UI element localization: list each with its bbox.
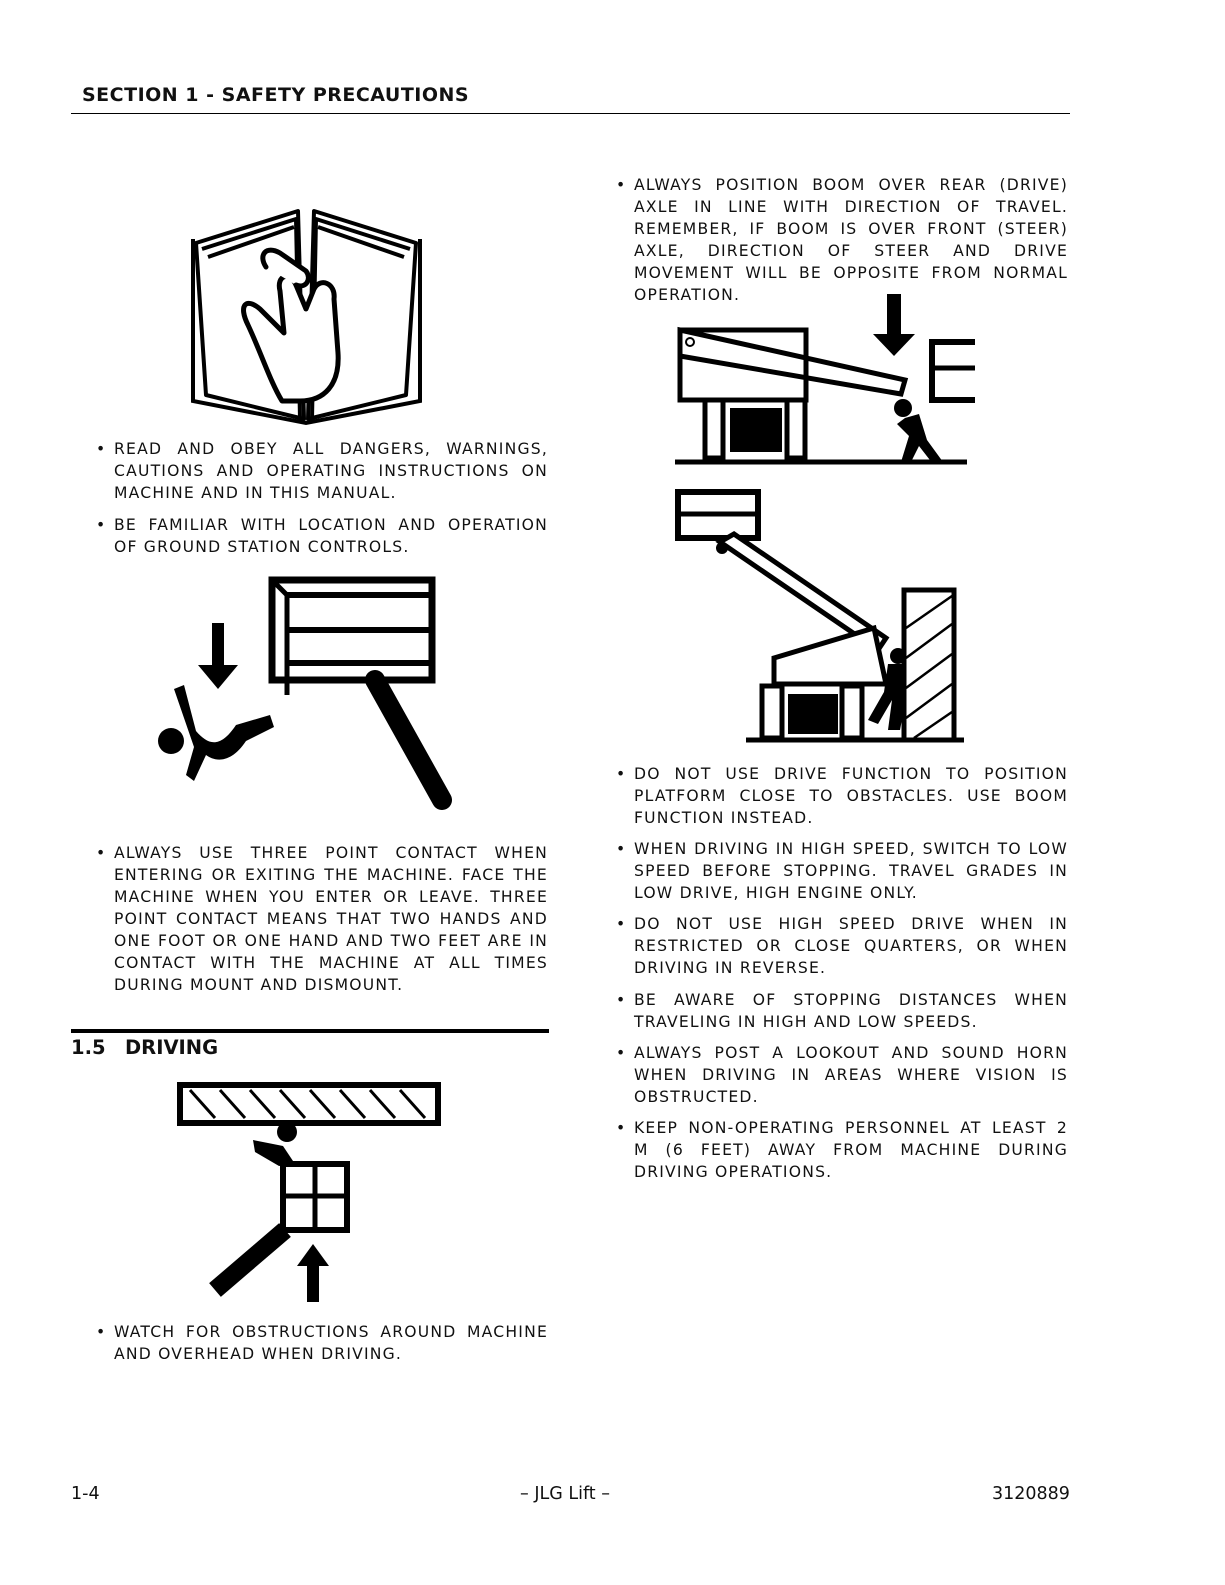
boom-wall-pinch-icon bbox=[674, 488, 964, 748]
bullet-text: READ AND OBEY ALL DANGERS, WARNINGS, CAUTIONS AND OPERATING INSTRUCTIONS ON MACHINE AND IN THIS MANUAL. bbox=[114, 440, 548, 502]
bullet-text: DO NOT USE HIGH SPEED DRIVE WHEN IN RESTRICTED OR CLOSE QUARTERS, OR WHEN DRIVING IN REVERSE. bbox=[634, 915, 1068, 977]
bullet-text: WHEN DRIVING IN HIGH SPEED, SWITCH TO LOW SPEED BEFORE STOPPING. TRAVEL GRADES IN LOW DRIVE, HIGH ENGINE ONLY. bbox=[634, 840, 1068, 902]
bullet-dot: • bbox=[616, 840, 627, 858]
document-number: 3120889 bbox=[992, 1484, 1070, 1504]
bullet-dot: • bbox=[616, 991, 627, 1009]
bullet-read-obey bbox=[96, 438, 548, 504]
bullet-drive-position bbox=[616, 763, 1068, 829]
overhead-obstruction-icon bbox=[175, 1080, 445, 1305]
bullet-watch-obstructions bbox=[96, 1321, 548, 1365]
bullet-ground-controls bbox=[96, 514, 548, 558]
bullet-dot: • bbox=[616, 915, 627, 933]
bullet-dot: • bbox=[616, 176, 627, 194]
page-number: 1-4 bbox=[71, 1484, 100, 1504]
bullet-text: KEEP NON-OPERATING PERSONNEL AT LEAST 2 M (6 FEET) AWAY FROM MACHINE DURING DRIVING OPERATIONS. bbox=[634, 1119, 1068, 1181]
bullet-dot: • bbox=[96, 1323, 107, 1341]
manual-book-hand-icon bbox=[188, 205, 424, 430]
bullet-high-speed bbox=[616, 838, 1068, 904]
bullet-text: BE AWARE OF STOPPING DISTANCES WHEN TRAVELING IN HIGH AND LOW SPEEDS. bbox=[634, 991, 1068, 1031]
bullet-dot: • bbox=[616, 765, 627, 783]
bullet-text: ALWAYS USE THREE POINT CONTACT WHEN ENTERING OR EXITING THE MACHINE. FACE THE MACHINE WHEN YOU ENTER OR LEAVE. THREE POINT CONTACT MEANS THAT TWO HANDS AND ONE FOOT OR ONE HAND AND TWO FEET ARE IN CONTACT WITH THE MACHINE AT ALL TIMES DURING MOUNT AND DISMOUNT. bbox=[114, 844, 548, 994]
bullet-text: ALWAYS POST A LOOKOUT AND SOUND HORN WHEN DRIVING IN AREAS WHERE VISION IS OBSTRUCTED. bbox=[634, 1044, 1068, 1106]
bullet-text: WATCH FOR OBSTRUCTIONS AROUND MACHINE AND OVERHEAD WHEN DRIVING. bbox=[114, 1323, 548, 1363]
footer-brand: – JLG Lift – bbox=[520, 1484, 610, 1504]
header-divider bbox=[71, 113, 1070, 114]
bullet-dot: • bbox=[616, 1044, 627, 1062]
bullet-dot: • bbox=[96, 440, 107, 458]
bullet-three-point-contact bbox=[96, 842, 548, 996]
bullet-personnel-distance bbox=[616, 1117, 1068, 1183]
bullet-dot: • bbox=[96, 516, 107, 534]
bullet-text: ALWAYS POSITION BOOM OVER REAR (DRIVE) AXLE IN LINE WITH DIRECTION OF TRAVEL. REMEMBER, IF BOOM IS OVER FRONT (STEER) AXLE, DIRECTION OF STEER AND DRIVE MOVEMENT WILL BE OPPOSITE FROM NORMAL OPERATION. bbox=[634, 176, 1068, 304]
bullet-boom-position bbox=[616, 174, 1068, 306]
bullet-restricted-quarters bbox=[616, 913, 1068, 979]
bullet-lookout-horn bbox=[616, 1042, 1068, 1108]
bullet-text: DO NOT USE DRIVE FUNCTION TO POSITION PLATFORM CLOSE TO OBSTACLES. USE BOOM FUNCTION INSTEAD. bbox=[634, 765, 1068, 827]
section-header: SECTION 1 - SAFETY PRECAUTIONS bbox=[82, 84, 470, 106]
section-divider bbox=[71, 1029, 549, 1033]
bullet-dot: • bbox=[96, 844, 107, 862]
section-title: DRIVING bbox=[125, 1036, 219, 1059]
falling-person-icon bbox=[150, 575, 470, 815]
section-number: 1.5 bbox=[71, 1036, 106, 1059]
section-heading bbox=[71, 1036, 218, 1059]
boom-crush-hazard-icon bbox=[675, 290, 975, 470]
bullet-stopping-distances bbox=[616, 989, 1068, 1033]
bullet-text: BE FAMILIAR WITH LOCATION AND OPERATION OF GROUND STATION CONTROLS. bbox=[114, 516, 548, 556]
bullet-dot: • bbox=[616, 1119, 627, 1137]
